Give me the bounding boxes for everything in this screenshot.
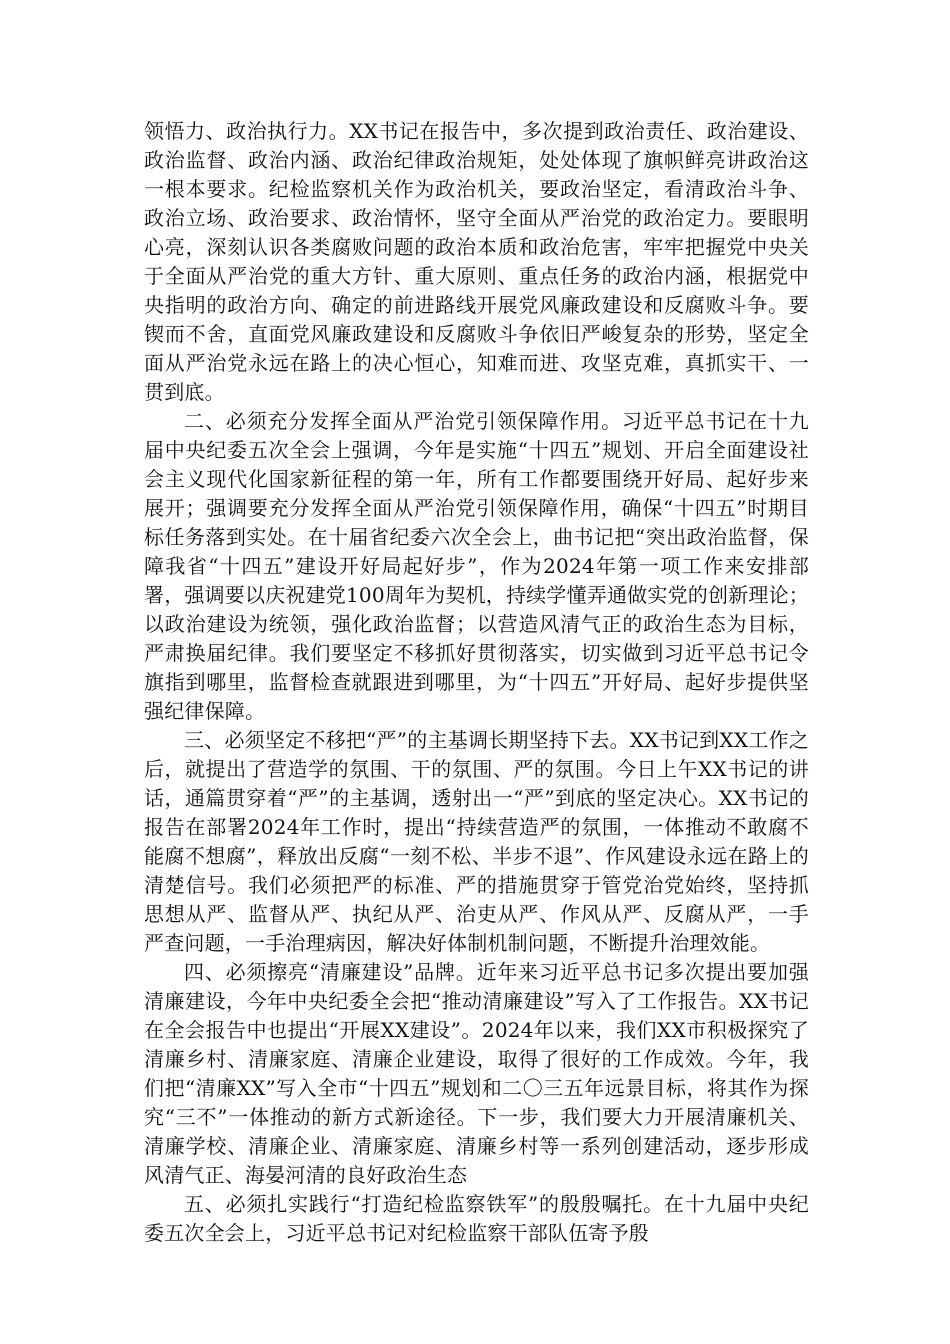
paragraph-section-three: 三、必须坚定不移把“严”的主基调长期坚持下去。XX书记到XX工作之后，就提出了营造学的氛围、干的氛围、严的氛围。今日上午XX书记的讲话，通篇贯穿着“严”的主基调，透射出一“严”到底的坚定决心。XX书记的报告在部署2024年工作时，提出“持续营造严的氛围，一体推动不敢腐不能腐不想腐”，释放出反腐“一刻不松、半步不退”、作风建设永远在路上的清楚信号。我们必须把严的标准、严的措施贯穿于管党治党始终，坚持抓思想从严、监督从严、执纪从严、治吏从严、作风从严、反腐从严，一手严查问题，一手治理病因，解决好体制机制问题，不断提升治理效能。 [144,728,809,955]
paragraph-section-five: 五、必须扎实践行“打造纪检监察铁军”的殷殷嘱托。在十九届中央纪委五次全会上，习近平总书记对纪检监察干部队伍寄予殷 [144,1192,809,1245]
paragraph-section-two: 二、必须充分发挥全面从严治党引领保障作用。习近平总书记在十九届中央纪委五次全会上强调，今年是实施“十四五”规划、开启全面建设社会主义现代化国家新征程的第一年，所有工作都要围绕开好局、起好步来展开；强调要充分发挥全面从严治党引领保障作用，确保“十四五”时期目标任务落到实处。在十届省纪委六次全会上，曲书记把“突出政治监督，保障我省“十四五”建设开好局起好步”，作为2024年第一项工作来安排部署，强调要以庆祝建党100周年为契机，持续学懂弄通做实党的创新理论；以政治建设为统领，强化政治监督；以营造风清气正的政治生态为目标，严肃换届纪律。我们要坚定不移抓好贯彻落实，切实做到习近平总书记令旗指到哪里，监督检查就跟进到哪里，为“十四五”开好局、起好步提供坚强纪律保障。 [144,409,809,723]
paragraph-section-four: 四、必须擦亮“清廉建设”品牌。近年来习近平总书记多次提出要加强清廉建设，今年中央纪委全会把“推动清廉建设”写入了工作报告。XX书记在全会报告中也提出“开展XX建设”。2024年以来，我们XX市积极探究了清廉乡村、清廉家庭、清廉企业建设，取得了很好的工作成效。今年，我们把“清廉XX”写入全市“十四五”规划和二〇三五年远景目标，将其作为探究“三不”一体推动的新方式新途径。下一步，我们要大力开展清廉机关、清廉学校、清廉企业、清廉家庭、清廉乡村等一系列创建活动，逐步形成风清气正、海晏河清的良好政治生态 [144,960,809,1187]
paragraph-political-awareness: 领悟力、政治执行力。XX书记在报告中，多次提到政治责任、政治建设、政治监督、政治内涵、政治纪律政治规矩，处处体现了旗帜鲜亮讲政治这一根本要求。纪检监察机关作为政治机关，要政治坚定，看清政治斗争、政治立场、政治要求、政治情怀，坚守全面从严治党的政治定力。要眼明心亮，深刻认识各类腐败问题的政治本质和政治危害，牢牢把握党中央关于全面从严治党的重大方针、重大原则、重点任务的政治内涵，根据党中央指明的政治方向、确定的前进路线开展党风廉政建设和反腐败斗争。要锲而不舍，直面党风廉政建设和反腐败斗争依旧严峻复杂的形势，坚定全面从严治党永远在路上的决心恒心，知难而进、攻坚克难，真抓实干、一贯到底。 [144,119,809,404]
document-body [144,117,809,1248]
